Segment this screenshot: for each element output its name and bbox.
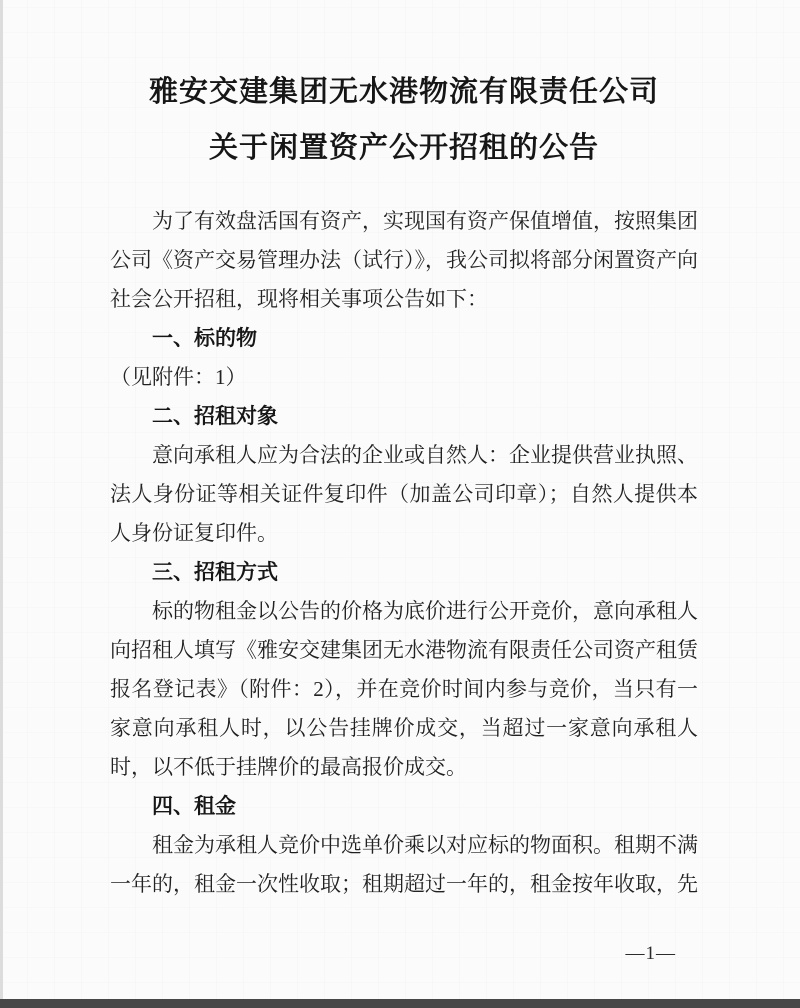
section-3-body: 标的物租金以公告的价格为底价进行公开竞价，意向承租人向招租人填写《雅安交建集团无水港物流有限责任公司资产租赁报名登记表》（附件：2），并在竞价时间内参与竞价，当只有一家意向承租人时，以公告挂牌价成交，当超过一家意向承租人时，以不低于挂牌价的最高报价成交。 [110, 599, 698, 779]
section-3-heading: 三、招租方式 [152, 561, 278, 584]
section-4-heading: 四、租金 [152, 795, 236, 818]
document-title-line2: 关于闲置资产公开招租的公告 [208, 132, 599, 164]
intro-paragraph: 为了有效盘活国有资产，实现国有资产保值增值，按照集团公司《资产交易管理办法（试行）》，我公司拟将部分闲置资产向社会公开招租，现将相关事项公告如下： [110, 209, 698, 311]
document-title-line1: 雅安交建集团无水港物流有限责任公司 [148, 76, 659, 108]
page-number: —1— [625, 943, 676, 964]
section-1-body: （见附件：1） [110, 365, 247, 389]
scan-bottom-edge [0, 999, 800, 1008]
document-body [110, 202, 698, 964]
scan-left-edge [0, 0, 3, 1008]
section-1-heading: 一、标的物 [152, 327, 257, 350]
document-title [110, 0, 698, 176]
document-content [110, 0, 698, 964]
section-4-body: 租金为承租人竞价中选单价乘以对应标的物面积。租期不满一年的，租金一次性收取；租期超过一年的，租金按年收取，先 [110, 833, 698, 896]
section-2-body: 意向承租人应为合法的企业或自然人：企业提供营业执照、法人身份证等相关证件复印件（加盖公司印章）；自然人提供本人身份证复印件。 [110, 443, 698, 545]
section-2-heading: 二、招租对象 [152, 405, 278, 428]
